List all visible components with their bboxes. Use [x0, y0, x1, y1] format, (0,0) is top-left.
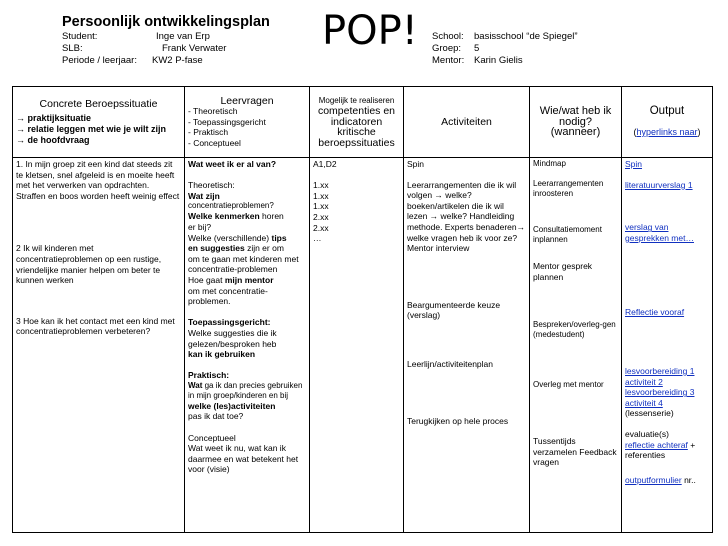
col2-item: - Praktisch [188, 127, 229, 138]
slb-label: SLB: [62, 43, 83, 54]
theoretical-line: er bij? [188, 221, 212, 232]
output-cell [622, 158, 713, 533]
output-link-outputformulier[interactable]: outputformulier [625, 474, 682, 485]
applied-head: Toepassingsgericht: [188, 317, 271, 328]
student-label: Student: [62, 31, 98, 42]
theoretical-line: Hoe gaat [188, 274, 223, 285]
competence-item: 1.xx [313, 190, 329, 201]
school-info [432, 31, 578, 67]
output-link-literatuurverslag[interactable]: literatuurverslag 1 [625, 179, 693, 190]
groep-label: Groep: [432, 43, 462, 54]
situation-3: 3 Hoe kan ik het contact met een kind met concentratieproblemen verbeteren? [16, 315, 175, 337]
col-header-leervragen [185, 87, 310, 158]
need-item: Mentor gesprek plannen [533, 261, 593, 282]
theoretical-head: Theoretisch: [188, 180, 235, 191]
situation-1: 1. In mijn groep zit een kind dat steeds zit te kletsen, snel afgeleid is en moeite heeft met het verwerken van opdrachten. Straffen en boos worden heeft weinig effect [16, 159, 180, 201]
header-row [13, 87, 713, 158]
output-link-spin[interactable]: Spin [625, 159, 643, 169]
output-link-lesvoorbereiding-3[interactable]: lesvoorbereiding 3 [625, 387, 695, 398]
output-referenties: + referenties [625, 439, 696, 461]
hyperlinks-link[interactable]: hyperlinks naar [636, 127, 698, 137]
groep-value: 5 [474, 43, 480, 54]
conceptual-head: Conceptueel [188, 432, 236, 443]
activiteiten-cell [404, 158, 530, 533]
output-link-activiteit-4[interactable]: activiteit 4 [625, 397, 663, 408]
school-label: School: [432, 31, 464, 42]
col2-item: - Conceptueel [188, 137, 241, 148]
output-link-verslag[interactable]: verslag van gesprekken met… [625, 222, 694, 243]
competence-item: 1.xx [313, 180, 329, 191]
practical-line: pas ik dat toe? [188, 411, 244, 422]
output-link-activiteit-2[interactable]: activiteit 2 [625, 376, 663, 387]
practical-head: Praktisch: [188, 370, 230, 381]
header [0, 0, 728, 84]
activity-item: Spin [407, 159, 425, 169]
col-header-competenties [310, 87, 404, 158]
nodig-cell [530, 158, 622, 533]
period-label: Periode / leerjaar: [62, 55, 137, 66]
theoretical-line: zijn er om [247, 243, 284, 254]
need-item: Tussentijds verzamelen Feedback vragen [533, 436, 617, 468]
col6-subtitle[interactable]: (hyperlinks naar) [633, 127, 701, 137]
theoretical-line: tips [271, 232, 287, 243]
competence-item: A1,D2 [313, 159, 337, 169]
practical-line: Wat [188, 380, 203, 390]
col6-title: Output [649, 105, 685, 118]
output-nr: nr.. [681, 474, 696, 485]
need-item: Mindmap [533, 159, 566, 168]
conceptual-line: Wat weet ik nu, wat kan ik daarmee en wat betekent het voor (visie) [188, 443, 299, 475]
output-link-reflectie-vooraf[interactable]: Reflectie vooraf [625, 307, 685, 318]
activity-item: Leerlijn/activiteitenplan [407, 358, 493, 369]
practical-line: ga ik dan precies gebruiken in mijn groep/kinderen en bij [188, 380, 303, 400]
col1-item: → relatie leggen met wie je wilt zijn [16, 124, 167, 134]
col2-item: - Toepassingsgericht [188, 116, 266, 127]
need-item: Bespreken/overleg-gen (medestudent) [533, 320, 616, 340]
activity-item: Terugkijken op hele proces [407, 415, 509, 426]
theoretical-line: om te gaan met kinderen met concentratie-problemen [188, 253, 299, 275]
need-item: Overleg met mentor [533, 380, 604, 390]
col1-title: Concrete Beroepssituatie [39, 97, 158, 110]
school-value: basisschool “de Spiegel” [474, 31, 578, 42]
activity-item: Leerarrangementen die ik wil volgen → welke? boeken/artikelen die ik wil lezen → welke? Handleiding methode. Experts benaderen→ welke vragen heb ik voor ze? Mentor interview [407, 179, 526, 254]
theoretical-line: Welke (verschillende) [188, 232, 270, 243]
situation-2: 2 Ik wil kinderen met concentratieproblemen op een rustige, vriendelijke manier helpen om beter te kunnen werken [16, 243, 162, 286]
theoretical-line: concentratieproblemen? [188, 201, 274, 211]
leervragen-cell [185, 158, 310, 533]
col2-title: Leervragen [220, 94, 274, 107]
content-row [13, 158, 713, 533]
output-evaluaties: evaluatie(s) [625, 428, 669, 439]
col2-item: - Theoretisch [188, 106, 238, 117]
col-header-output [622, 87, 713, 158]
output-link-lesvoorbereiding-1[interactable]: lesvoorbereiding 1 [625, 365, 695, 376]
practical-line: welke (les)activiteiten [188, 400, 276, 411]
competence-item: 1.xx [313, 201, 329, 212]
period-value: KW2 P-fase [152, 55, 203, 66]
pop-heading: POP! [322, 8, 418, 54]
mentor-value: Karin Gielis [474, 55, 523, 66]
question-known: Wat weet ik er al van? [188, 159, 277, 169]
document-title: Persoonlijk ontwikkelingsplan [62, 14, 270, 30]
beroepssituatie-cell [13, 158, 185, 533]
competence-item: … [313, 233, 322, 244]
theoretical-line: mijn mentor [224, 274, 274, 285]
col-header-activiteiten: Activiteiten [404, 87, 530, 158]
competence-item [313, 170, 400, 181]
theoretical-line: Welke kenmerken [188, 211, 260, 222]
output-lessenserie: (lessenserie) [625, 408, 674, 419]
col-header-beroepssituatie [13, 87, 185, 158]
theoretical-line: horen [262, 211, 284, 222]
pop-table [12, 86, 713, 533]
competence-item: 2.xx [313, 211, 329, 222]
col1-item: → de hoofdvraag [16, 134, 90, 145]
student-info [62, 31, 322, 67]
output-link-reflectie-achteraf[interactable]: reflectie achteraf [625, 439, 688, 450]
student-value: Inge van Erp [156, 31, 210, 42]
col3-title-a: Mogelijk te realiseren [318, 95, 395, 105]
activity-item: Beargumenteerde keuze (verslag) [407, 299, 501, 321]
theoretical-line: Wat zijn [188, 190, 220, 201]
competence-item: 2.xx [313, 222, 329, 233]
col3-title-b: competenties en indicatoren kritische beroepssituaties [317, 105, 396, 149]
mentor-label: Mentor: [432, 55, 465, 66]
col1-item: → praktijksituatie [16, 113, 92, 124]
need-item: Consultatiemoment inplannen [533, 225, 602, 244]
theoretical-line: en suggesties [188, 243, 245, 254]
col-header-nodig: Wie/wat heb ik nodig? (wanneer) [530, 87, 622, 158]
slb-value: Frank Verwater [162, 43, 227, 54]
competenties-cell [310, 158, 404, 533]
applied-line: Welke suggesties die ik gelezen/besproken heb [188, 327, 277, 349]
applied-line: kan ik gebruiken [188, 349, 256, 360]
need-item: Leerarrangementen inroosteren [533, 179, 604, 198]
theoretical-line: om met concentratie-problemen. [188, 285, 268, 307]
